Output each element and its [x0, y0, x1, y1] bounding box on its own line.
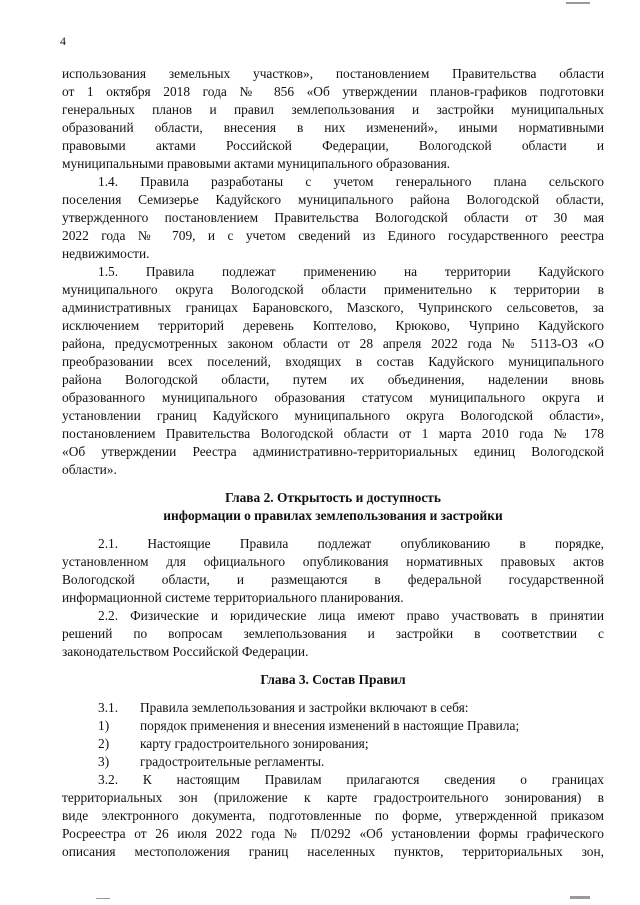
text-line: Вологодской области, и размещаются в федеральной государственной	[62, 572, 604, 587]
text-line: Росреестра от 26 июля 2022 года № П/0292 «Об установлении формы графического	[62, 826, 604, 841]
text-line: района, предусмотренных законом области от 28 апреля 2022 года № 5113-ОЗ «О	[62, 336, 604, 351]
list-item-text: градостроительные регламенты.	[140, 754, 325, 769]
text-line: использования земельных участков», постановлением Правительства области	[62, 66, 604, 81]
text-line: района Вологодской области, путем их объединения, наделении вновь	[62, 372, 604, 387]
text-line: 2.2. Физические и юридические лица имеют право участвовать в принятии	[98, 608, 604, 623]
text-line: 1.4. Правила разработаны с учетом генерального плана сельского	[98, 174, 604, 189]
text-line: от 1 октября 2018 года № 856 «Об утверждении планов-графиков подготовки	[62, 84, 604, 99]
list-item-number: 2)	[98, 736, 110, 751]
text-line: территориальных зон (приложение к карте градостроительного зонирования) в	[62, 790, 604, 805]
chapter-3-title: Глава 3. Состав Правил	[260, 672, 406, 687]
text-line: правовыми актами Российской Федерации, Вологодской области и	[62, 138, 604, 153]
text-line: постановлением Правительства Вологодской области от 1 марта 2010 года № 178	[62, 426, 604, 441]
text-line: 3.2. К настоящим Правилам прилагаются сведения о границах	[98, 772, 604, 787]
text-line: 2.1. Настоящие Правила подлежат опубликованию в порядке,	[98, 536, 604, 551]
scan-artifact-bottom-right	[570, 896, 590, 899]
text-line: образований области, внесения в них изменений», иными нормативными	[62, 120, 604, 135]
list-item-number: 3)	[98, 754, 110, 769]
chapter-2-title-line-2: информации о правилах землепользования и застройки	[163, 508, 503, 523]
text-line: муниципального округа Вологодской области применительно к территории в	[62, 282, 604, 297]
clause-text: Правила землепользования и застройки включают в себя:	[140, 700, 469, 715]
chapter-2-title-line-1: Глава 2. Открытость и доступность	[225, 490, 441, 505]
scan-artifact-bottom-left	[96, 898, 110, 899]
text-line: преобразовании всех поселений, входящих в состав Кадуйского муниципального	[62, 354, 604, 369]
text-line: административных границах Барановского, Мазского, Чупринского сельсоветов, за	[62, 300, 604, 315]
text-line: «Об утверждении Реестра административно-территориальных единиц Вологодской	[62, 444, 604, 459]
text-line: недвижимости.	[62, 246, 150, 261]
text-line: виде электронного документа, подготовленные по форме, утвержденной приказом	[62, 808, 604, 823]
list-item-number: 1)	[98, 718, 110, 733]
text-line: установлении границ Кадуйского муниципального округа Вологодской области»,	[62, 408, 604, 423]
text-line: информационной системе территориального планирования.	[62, 590, 404, 605]
text-line: утвержденного постановлением Правительства Вологодской области от 30 мая	[62, 210, 604, 225]
text-line: решений по вопросам землепользования и застройки в соответствии с	[62, 626, 604, 641]
clause-number: 3.1.	[98, 700, 119, 715]
list-item-text: порядок применения и внесения изменений в настоящие Правила;	[140, 718, 520, 733]
text-line: генеральных планов и правил землепользования и застройки муниципальных	[62, 102, 604, 117]
text-line: области».	[62, 462, 117, 477]
text-line: 1.5. Правила подлежат применению на территории Кадуйского	[98, 264, 604, 279]
text-line: описания местоположения границ населенных пунктов, территориальных зон,	[62, 844, 604, 859]
scan-artifact-top	[566, 2, 590, 4]
text-line: 2022 года № 709, и с учетом сведений из Единого государственного реестра	[62, 228, 604, 243]
text-line: исключением территорий деревень Коптелово, Крюково, Чуприно Кадуйского	[62, 318, 604, 333]
text-line: законодательством Российской Федерации.	[62, 644, 309, 659]
list-item-text: карту градостроительного зонирования;	[140, 736, 369, 751]
text-line: муниципальными правовыми актами муниципального образования.	[62, 156, 451, 171]
text-line: поселения Семизерье Кадуйского муниципального района Вологодской области,	[62, 192, 604, 207]
text-line: установленном для официального опубликования нормативных правовых актов	[62, 554, 604, 569]
page-number: 4	[60, 34, 66, 48]
text-line: образованного муниципального образования статусом муниципального округа и	[62, 390, 604, 405]
